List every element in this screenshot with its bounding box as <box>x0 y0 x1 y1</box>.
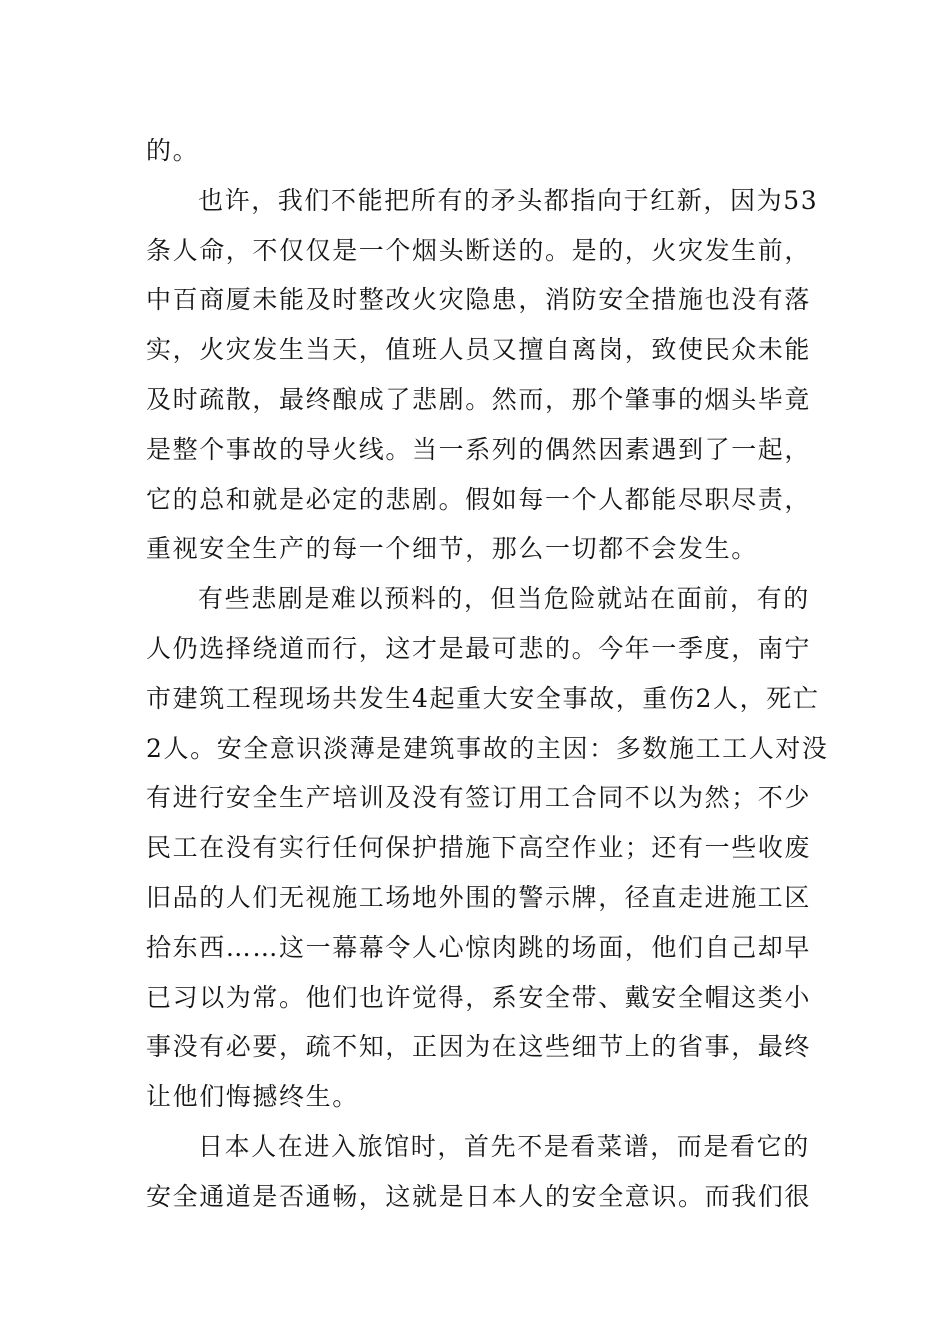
text-line: 重视安全生产的每一个细节，那么一切都不会发生。 <box>146 534 758 564</box>
text-line: 旧品的人们无视施工场地外围的警示牌，径直走进施工区 <box>146 882 812 912</box>
text-line: 的。 <box>146 136 200 165</box>
text-line: 已习以为常。他们也许觉得，系安全带、戴安全帽这类小 <box>146 982 812 1012</box>
paragraph-first-line: 有些悲剧是难以预料的，但当危险就站在面前，有的 <box>198 584 810 614</box>
text-line: 安全通道是否通畅，这就是日本人的安全意识。而我们很 <box>146 1181 812 1211</box>
text-line: 实，火灾发生当天，值班人员又擅自离岗，致使民众未能 <box>146 335 812 365</box>
text-line: 中百商厦未能及时整改火灾隐患，消防安全措施也没有落 <box>146 285 812 315</box>
text-line: 让他们悔撼终生。 <box>146 1082 359 1112</box>
paragraph-first-line: 日本人在进入旅馆时，首先不是看菜谱，而是看它的 <box>198 1131 810 1161</box>
text-line: 是整个事故的导火线。当一系列的偶然因素遇到了一起， <box>146 434 812 464</box>
paragraph-first-line: 也许，我们不能把所有的矛头都指向于红新，因为53 <box>198 185 819 215</box>
text-line: 市建筑工程现场共发生4起重大安全事故，重伤2人，死亡 <box>146 683 820 713</box>
text-line: 事没有必要，疏不知，正因为在这些细节上的省事，最终 <box>146 1032 812 1062</box>
text-line: 民工在没有实行任何保护措施下高空作业；还有一些收废 <box>146 833 812 863</box>
text-line: 有进行安全生产培训及没有签订用工合同不以为然；不少 <box>146 783 812 813</box>
text-line: 拾东西……这一幕幕令人心惊肉跳的场面，他们自己却早 <box>146 932 812 962</box>
text-line: 及时疏散，最终酿成了悲剧。然而，那个肇事的烟头毕竟 <box>146 384 812 414</box>
text-line: 2人。安全意识淡薄是建筑事故的主因：多数施工工人对没 <box>146 733 829 763</box>
text-line: 条人命，不仅仅是一个烟头断送的。是的，火灾发生前， <box>146 235 812 265</box>
text-line: 人仍选择绕道而行，这才是最可悲的。今年一季度，南宁 <box>146 633 812 663</box>
text-line: 它的总和就是必定的悲剧。假如每一个人都能尽职尽责， <box>146 484 812 514</box>
document-body <box>146 126 829 1222</box>
